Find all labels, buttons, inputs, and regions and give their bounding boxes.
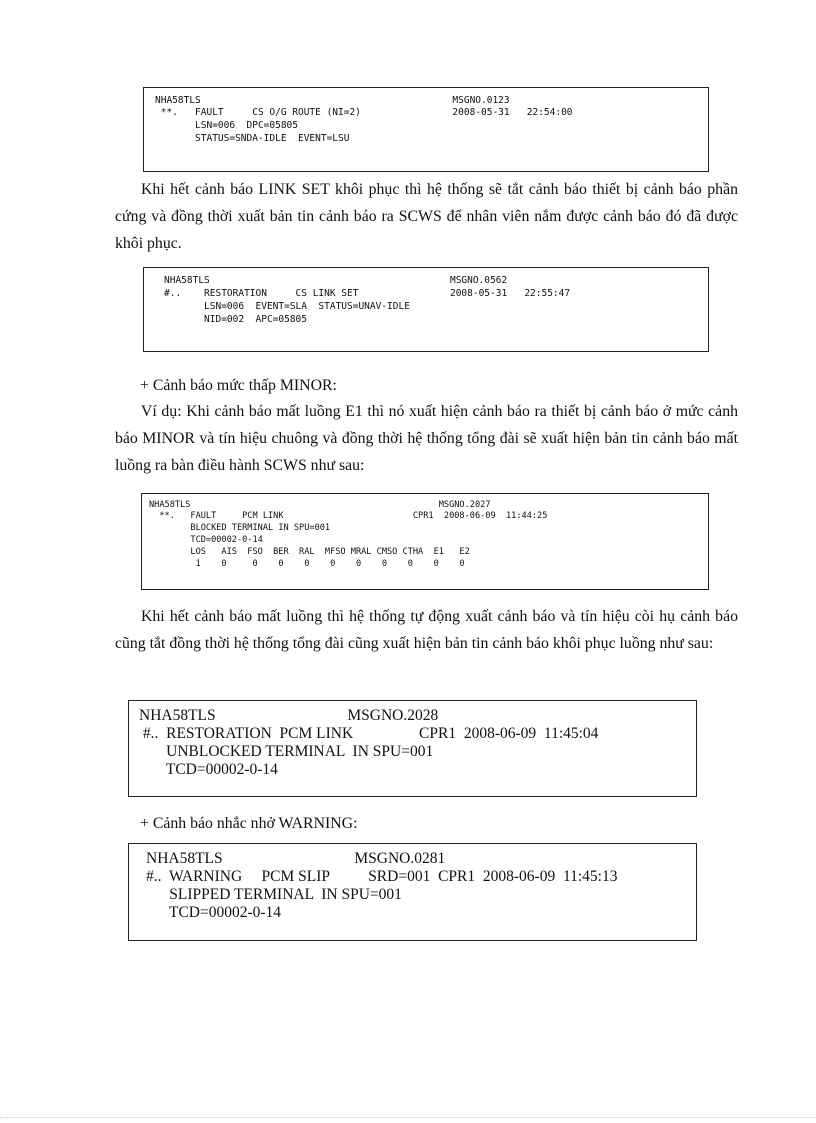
log-box-fault-cs-route [143,87,709,172]
bullet-minor: + Cảnh báo mức thấp MINOR: [140,377,337,394]
log-box-fault-pcm-link [141,493,709,590]
log-line: LSN=006 DPC=05805 [155,120,298,131]
paragraph-e1-restore: Khi hết cảnh báo mất luồng thì hệ thống tự động xuất cảnh báo và tín hiệu còi hụ cảnh báo cũng tắt đồng thời hệ thống tổng đài cũng xuất hiện bản tin cảnh báo khôi phục luồng như sau: [115,608,738,652]
log-line: LOS AIS FSO BER RAL MFSO MRAL CMSO CTHA E1 E2 [149,547,470,557]
bullet-warning: + Cảnh báo nhắc nhở WARNING: [140,815,358,832]
log-line: NHA58TLS MSGNO.2027 [149,500,491,510]
log-line: #.. RESTORATION CS LINK SET 2008-05-31 22:55:47 [164,288,571,299]
log-box-warning-pcm-slip [128,843,697,941]
log-line: TCD=00002-0-14 [139,761,278,778]
log-line: NHA58TLS MSGNO.2028 [139,707,439,724]
log-line: TCD=00002-0-14 [146,904,282,921]
log-line: **. FAULT PCM LINK CPR1 2008-06-09 11:44:25 [149,511,548,521]
log-line: SLIPPED TERMINAL IN SPU=001 [146,886,402,903]
log-line: **. FAULT CS O/G ROUTE (NI=2) 2008-05-31 22:54:00 [155,107,573,118]
page-bottom-rule [0,1117,816,1118]
log-line: UNBLOCKED TERMINAL IN SPU=001 [139,743,434,760]
paragraph-link-set-restore: Khi hết cảnh báo LINK SET khôi phục thì hệ thống sẽ tắt cảnh báo thiết bị cảnh báo phần cứng và đồng thời xuất bản tin cảnh báo ra SCWS để nhân viên nắm được cảnh báo đó đã được khôi phục. [115,181,738,252]
log-line: NHA58TLS MSGNO.0281 [146,850,446,867]
log-line: #.. WARNING PCM SLIP SRD=001 CPR1 2008-06-09 11:45:13 [146,868,618,885]
log-line: NID=002 APC=05805 [164,314,307,325]
log-line: LSN=006 EVENT=SLA STATUS=UNAV-IDLE [164,301,410,312]
log-line: BLOCKED TERMINAL IN SPU=001 [149,523,331,533]
log-line: #.. RESTORATION PCM LINK CPR1 2008-06-09 11:45:04 [139,725,599,742]
log-line: STATUS=SNDA-IDLE EVENT=LSU [155,133,350,144]
log-box-restoration-pcm-link [128,700,697,797]
log-box-restoration-link-set [143,267,709,352]
log-line: NHA58TLS MSGNO.0562 [164,275,508,286]
log-line: NHA58TLS MSGNO.0123 [155,95,510,106]
log-line: TCD=00002-0-14 [149,535,263,545]
log-line: 1 0 0 0 0 0 0 0 0 0 0 [149,559,465,569]
paragraph-e1-loss-example: Ví dụ: Khi cảnh báo mất luồng E1 thì nó xuất hiện cảnh báo ra thiết bị cảnh báo ở mức cảnh báo MINOR và tín hiệu chuông và đồng thời hệ thống tổng đài sẽ xuất hiện bản tin cảnh báo mất luồng ra bàn điều hành SCWS như sau: [115,403,738,474]
